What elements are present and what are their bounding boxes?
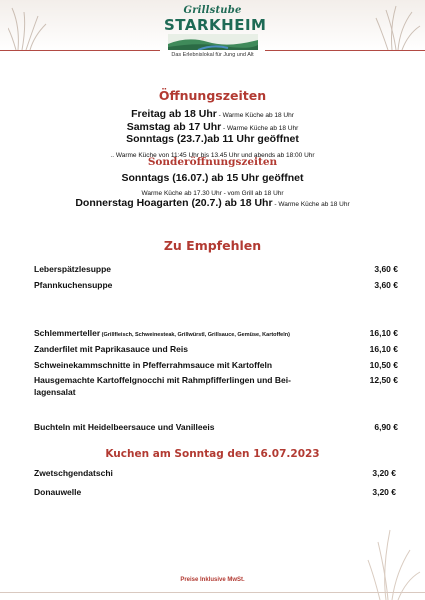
grass-decoration-icon — [372, 4, 422, 50]
menu-item-name: Hausgemachte Kartoffelgnocchi mit Rahmpfifferlingen und Bei- — [34, 375, 291, 385]
logo-starkheim: STARKHEIM — [164, 16, 267, 34]
menu-item-name: Pfannkuchensuppe — [34, 280, 113, 290]
menu-item-price: 6,90 € — [374, 422, 398, 432]
menu-item-price: 3,20 € — [372, 487, 396, 497]
restaurant-logo — [164, 5, 267, 65]
opening-hours-heading: Öffnungszeiten — [158, 88, 267, 103]
opening-saturday-main: Samstag ab 17 Uhr — [126, 121, 222, 133]
opening-sundays-main: Sonntags (23.7.)ab 11 Uhr geöffnet — [126, 133, 299, 145]
menu-item-price: 3,60 € — [374, 264, 398, 274]
menu-item-detail: (Grillfleisch, Schweinesteak, Grillwürstl, Grillsauce, Gemüse, Kartoffeln) — [100, 332, 290, 338]
opening-friday-note: - Warme Küche ab 18 Uhr — [216, 112, 294, 119]
menu-item-price: 3,60 € — [374, 280, 398, 290]
special-sunday-main: Sonntags (16.07.) ab 15 Uhr geöffnet — [121, 172, 304, 184]
footer-vat-note: Preise Inklusive MwSt. — [180, 577, 245, 583]
opening-friday-main: Freitag ab 18 Uhr — [131, 108, 217, 120]
footer-divider — [0, 592, 425, 593]
menu-item-name: Zwetschgendatschi — [34, 468, 113, 478]
special-thursday-main: Donnerstag Hoagarten (20.7.) ab 18 Uhr — [75, 197, 273, 209]
menu-item-name: Zanderfilet mit Paprikasauce und Reis — [34, 344, 188, 354]
menu-item-price: 16,10 € — [369, 344, 398, 354]
grass-decoration-icon — [366, 520, 422, 600]
special-hours-heading: Sonderöffnungszeiten — [147, 156, 278, 168]
menu-item-name: Buchteln mit Heidelbeersauce und Vanilleeis — [34, 422, 215, 432]
menu-item-price: 16,10 € — [369, 328, 398, 338]
opening-saturday-note: - Warme Küche ab 18 Uhr — [221, 125, 299, 132]
grass-decoration-icon — [8, 6, 58, 50]
special-thursday-note: - Warme Küche ab 18 Uhr — [272, 201, 350, 208]
menu-item-name: Schlemmerteller — [34, 328, 101, 338]
special-thursday — [0, 193, 425, 211]
recommend-heading: Zu Empfehlen — [163, 238, 262, 253]
menu-item-price: 3,20 € — [372, 468, 396, 478]
cake-heading: Kuchen am Sonntag den 16.07.2023 — [105, 448, 320, 460]
landscape-icon — [168, 34, 258, 50]
special-sunday-note-text: Warme Küche ab 17.30 Uhr - vom Grill ab 18 Uhr — [141, 190, 284, 197]
menu-item-name: Donauwelle — [34, 487, 82, 497]
menu-item-name: Schweinekammschnitte in Pfefferrahmsauce mit Kartoffeln — [34, 360, 273, 370]
logo-tagline: Das Erlebnislokal für Jung und Alt — [171, 52, 254, 58]
logo-grillstube: Grillstube — [183, 5, 242, 16]
menu-item-price: 12,50 € — [369, 375, 398, 385]
menu-item-price: 10,50 € — [369, 360, 398, 370]
menu-item-name-continued: lagensalat — [34, 387, 76, 397]
header-divider-left — [0, 50, 160, 51]
opening-kitchen-note-text: .. Warme Küche von 11:45 Uhr bis 13.45 Uhr und abends ab 18:00 Uhr — [110, 152, 315, 159]
menu-item-name: Leberspätzlesuppe — [34, 264, 111, 274]
menu-item-schlemmerteller — [34, 328, 290, 338]
header-divider-right — [265, 50, 425, 51]
